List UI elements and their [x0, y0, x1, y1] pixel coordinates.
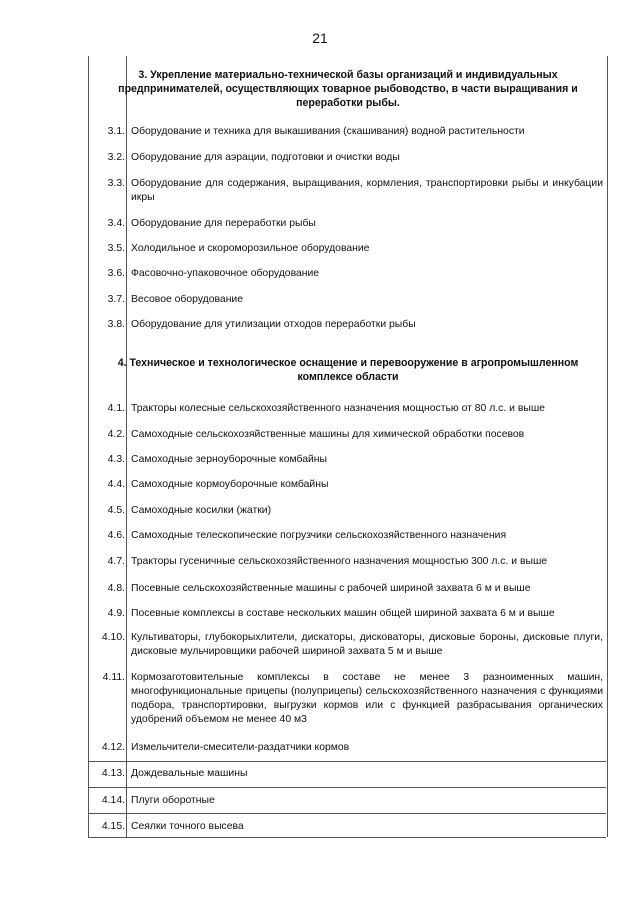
row-number: 4.4.: [107, 479, 125, 490]
row-number: 4.7.: [107, 556, 125, 567]
row-text: Измельчители-смесители-раздатчики кормов: [131, 742, 350, 753]
row-text: Оборудование для аэрации, подготовки и очистки воды: [131, 152, 400, 163]
section-4-title-line: комплексе области: [297, 371, 399, 383]
row-text: Культиваторы, глубокорыхлители, дискаторы, дисковаторы, дисковые бороны, дисковые плуги, дисковые мульчировщики рабочей шириной захвата 5 м и выше: [131, 632, 603, 657]
table-row: [89, 267, 607, 281]
table-row: [89, 794, 607, 808]
table-row: [89, 318, 607, 332]
row-text: Самоходные косилки (жатки): [131, 505, 272, 516]
row-text: Кормозаготовительные комплексы в составе не менее 3 разноименных машин, многофункциональные прицепы (полуприцепы) сельскохозяйственного назначения с функциями подбора, транспортировки, выгрузки кормов или с функцией разбрасывания органических удобрений объемом не менее 40 м3: [131, 672, 603, 725]
row-text: Посевные сельскохозяйственные машины с рабочей шириной захвата 6 м и выше: [131, 583, 531, 594]
row-number: 3.1.: [107, 126, 125, 137]
row-number: 4.12.: [101, 742, 125, 753]
table-row: [89, 125, 607, 139]
table-row: [89, 767, 607, 781]
row-text: Оборудование для переработки рыбы: [131, 218, 316, 229]
row-divider: [88, 787, 606, 788]
row-text: Тракторы гусеничные сельскохозяйственного назначения мощностью 300 л.с. и выше: [131, 556, 548, 567]
section-4-heading: [89, 356, 607, 384]
row-text: Самоходные телескопические погрузчики сельскохозяйственного назначения: [131, 530, 507, 541]
row-number: 4.9.: [107, 608, 125, 619]
table-row: [89, 741, 607, 755]
row-number: 4.1.: [107, 403, 125, 414]
table-bottom-border: [88, 837, 606, 838]
row-number: 3.7.: [107, 294, 125, 305]
row-text: Весовое оборудование: [131, 294, 244, 305]
table-row: [89, 504, 607, 518]
table-row: [89, 177, 607, 205]
row-text: Холодильное и скороморозильное оборудование: [131, 243, 370, 254]
row-number: 4.10.: [101, 632, 125, 643]
table-row: [89, 402, 607, 416]
table-row: [89, 555, 607, 569]
row-text: Самоходные кормоуборочные комбайны: [131, 479, 329, 490]
table-row: [89, 478, 607, 492]
row-number: 4.15.: [101, 821, 125, 832]
table-row: [89, 671, 607, 727]
row-divider: [88, 761, 606, 762]
table-row: [89, 453, 607, 467]
row-number: 4.14.: [101, 795, 125, 806]
table-row: [89, 151, 607, 165]
table-row: [89, 293, 607, 307]
row-number: 3.4.: [107, 218, 125, 229]
row-text: Посевные комплексы в составе нескольких машин общей шириной захвата 6 м и выше: [131, 608, 555, 619]
section-3-title-line: 3. Укрепление материально-технической базы организаций и индивидуальных: [138, 69, 558, 81]
row-text: Оборудование для утилизации отходов переработки рыбы: [131, 319, 416, 330]
row-number: 3.2.: [107, 152, 125, 163]
row-text: Оборудование и техника для выкашивания (скашивания) водной растительности: [131, 126, 525, 137]
row-text: Тракторы колесные сельскохозяйственного назначения мощностью от 80 л.с. и выше: [131, 403, 545, 414]
table-row: [89, 607, 607, 621]
row-number: 3.3.: [107, 178, 125, 189]
row-number: 4.6.: [107, 530, 125, 541]
table-row: [89, 529, 607, 543]
table-row: [89, 242, 607, 256]
row-number: 4.8.: [107, 583, 125, 594]
row-text: Самоходные сельскохозяйственные машины для химической обработки посевов: [131, 429, 525, 440]
row-text: Самоходные зерноуборочные комбайны: [131, 454, 328, 465]
row-text: Оборудование для содержания, выращивания, кормления, транспортировки рыбы и инкубации икры: [131, 178, 603, 203]
table-row: [89, 217, 607, 231]
row-number: 4.3.: [107, 454, 125, 465]
row-number: 3.5.: [107, 243, 125, 254]
section-4-title-line: 4. Техническое и технологическое оснащение и перевооружение в агропромышленном: [117, 357, 579, 369]
table-row: [89, 820, 607, 834]
row-number: 4.11.: [102, 672, 125, 683]
row-text: Фасовочно-упаковочное оборудование: [131, 268, 320, 279]
section-3-heading: [89, 68, 607, 110]
row-text: Сеялки точного высева: [131, 821, 244, 832]
row-number: 3.6.: [107, 268, 125, 279]
row-divider: [88, 813, 606, 814]
table-row: [89, 582, 607, 596]
equipment-table: [88, 56, 608, 837]
table-row: [89, 631, 607, 659]
page-number: 21: [312, 30, 328, 46]
row-number: 4.5.: [107, 505, 125, 516]
section-3-title-line: предпринимателей, осуществляющих товарное рыбоводство, в части выращивания и: [118, 83, 578, 95]
row-text: Дождевальные машины: [131, 768, 248, 779]
row-number: 4.13.: [101, 768, 125, 779]
table-row: [89, 428, 607, 442]
row-text: Плуги оборотные: [131, 795, 215, 806]
row-number: 4.2.: [107, 429, 125, 440]
row-number: 3.8.: [107, 319, 125, 330]
section-3-title-line: переработки рыбы.: [296, 97, 400, 109]
